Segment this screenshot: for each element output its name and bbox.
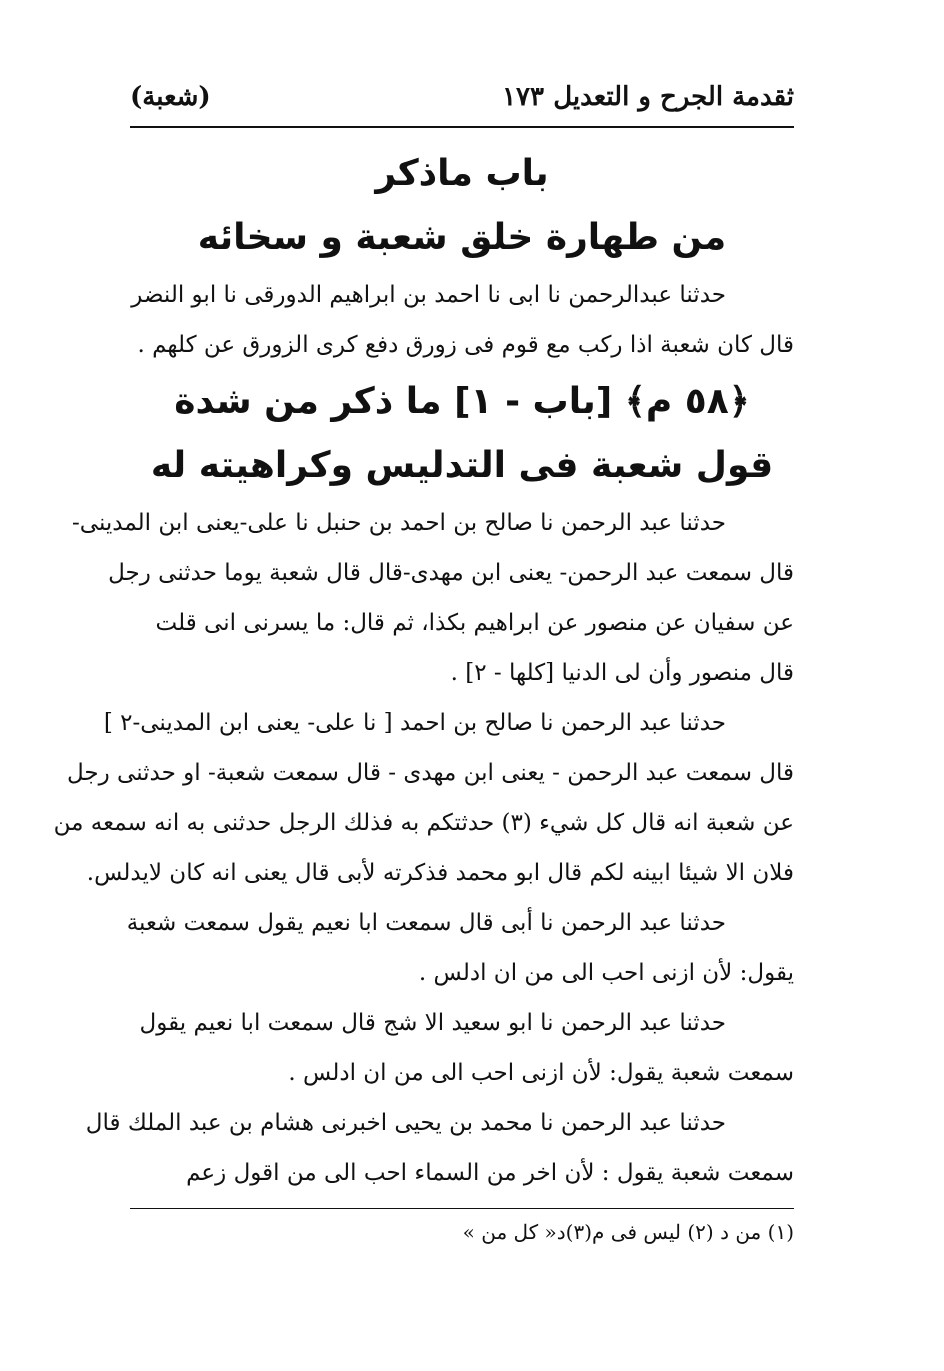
text-line: قال سمعت عبد الرحمن- يعنى ابن مهدى-قال قال شعبة يوما حدثنى رجل (108, 560, 794, 586)
text-line: حدثنا عبد الرحمن نا ابو سعيد الا شج قال سمعت ابا نعيم يقول (139, 1010, 726, 1036)
book-page (53, 70, 794, 1290)
text-line: سمعت شعبة يقول : لأن اخر من السماء احب الى من اقول زعم (186, 1160, 794, 1186)
text-line: قال سمعت عبد الرحمن - يعنى ابن مهدى - قال سمعت شعبة- او حدثنى رجل (66, 760, 794, 786)
hadith-paragraph (130, 998, 794, 1098)
text-line: حدثنا عبد الرحمن نا محمد بن يحيى اخبرنى هشام بن عبد الملك قال (85, 1110, 726, 1136)
chapter-title: باب ماذكر (375, 153, 549, 194)
hadith-paragraph (126, 898, 794, 998)
hadith-paragraph (72, 498, 794, 698)
page-number: ١٧٣ (502, 82, 544, 112)
text-line: قال كان شعبة اذا ركب مع قوم فى زورق دفع كرى الزورق عن كلهم . (137, 332, 794, 358)
text-line: حدثنا عبدالرحمن نا ابى نا احمد بن ابراهيم الدورقى نا ابو النضر (131, 282, 726, 308)
text-line: فلان الا شيئا ابينه لكم قال ابو محمد فذكرته لأبى قال يعنى انه كان لايدلس. (86, 860, 794, 886)
chapter-subtitle: من طهارة خلق شعبة و سخائه (197, 217, 727, 258)
book-title: ثقدمة الجرح و التعديل (553, 82, 794, 112)
text-line: حدثنا عبد الرحمن نا صالح بن احمد بن حنبل نا على-يعنى ابن المدينى- (72, 510, 726, 536)
text-line: حدثنا عبد الرحمن نا صالح بن احمد [ نا على- يعنى ابن المدينى-٢ ] (103, 710, 726, 736)
running-head (130, 70, 794, 128)
text-line: حدثنا عبد الرحمن نا أبى قال سمعت ابا نعيم يقول سمعت شعبة (126, 910, 726, 936)
chapter-title: ﴿٥٨ م﴾ [باب - ١] ما ذكر من شدة (174, 381, 750, 422)
text-line: يقول: لأن ازنى احب الى من ان ادلس . (418, 960, 794, 986)
text-line: عن شعبة انه قال كل شيء (٣) حدثتكم به فذلك الرجل حدثنى به انه سمعه من (53, 810, 794, 836)
footnote-divider (130, 1208, 794, 1209)
hadith-paragraph (53, 698, 794, 898)
hadith-paragraph (130, 270, 794, 370)
text-line: سمعت شعبة يقول: لأن ازنى احب الى من ان ادلس . (288, 1060, 794, 1086)
chapter-subtitle: قول شعبة فى التدليس وكراهيته له (150, 445, 774, 486)
footnote: (١) من د (٢) ليس فى م(٣)د« كل من » (462, 1220, 794, 1244)
hadith-paragraph (85, 1098, 794, 1198)
text-line: عن سفيان عن منصور عن ابراهيم بكذا، ثم قال: ما يسرنى انى قلت (155, 610, 794, 636)
topic-label: (شعبة) (130, 82, 211, 112)
text-line: قال منصور وأن لى الدنيا [كلها - ٢] . (450, 660, 794, 686)
